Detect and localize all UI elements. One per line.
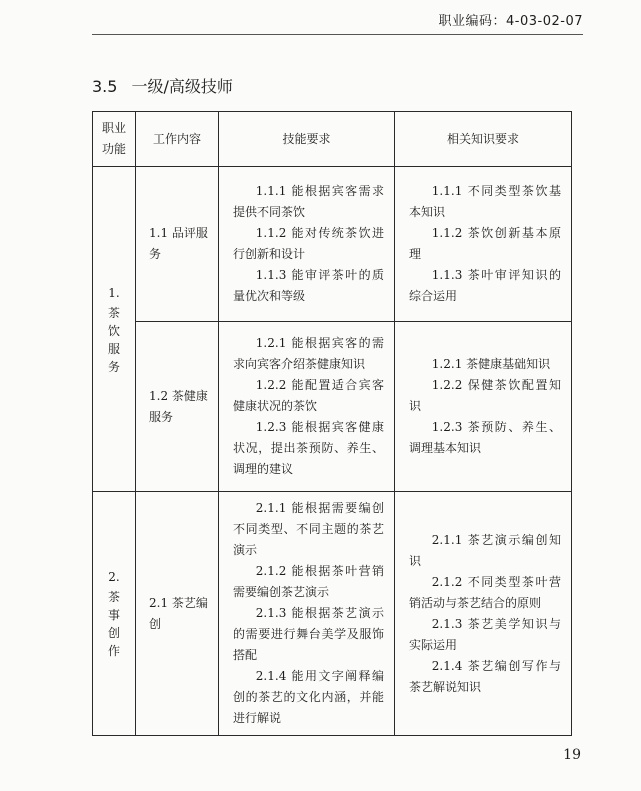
- skill-item: 1.2.3 能根据宾客健康状况，提出茶预防、养生、调理的建议: [233, 420, 384, 476]
- knowledge-item: 2.1.2 不同类型茶叶营销活动与茶艺结合的原则: [409, 574, 561, 610]
- header-skill-requirements: 技能要求: [219, 112, 395, 167]
- function-cell: [93, 492, 136, 736]
- skill-cell: [219, 167, 395, 322]
- header-work-content: 工作内容: [136, 112, 219, 167]
- work-content-cell: 1.2 茶健康服务: [136, 322, 219, 492]
- knowledge-item: 1.2.3 茶预防、养生、调理基本知识: [409, 420, 561, 455]
- knowledge-item: 2.1.4 茶艺编创写作与茶艺解说知识: [409, 658, 561, 694]
- skill-item: 1.1.1 能根据宾客需求提供不同茶饮: [233, 184, 384, 219]
- function-number: 2.: [108, 570, 120, 584]
- skills-table: [92, 111, 572, 736]
- skill-cell: [219, 492, 395, 736]
- skill-item: 2.1.3 能根据茶艺演示的需要进行舞台美学及服饰搭配: [233, 606, 384, 662]
- skill-item: 2.1.4 能用文字阐释编创的茶艺的文化内涵，并能进行解说: [233, 669, 384, 725]
- skill-item: 1.1.3 能审评茶叶的质量优次和等级: [233, 268, 384, 303]
- work-content-cell: 1.1 品评服务: [136, 167, 219, 322]
- knowledge-item: 1.2.1 茶健康基础知识: [431, 357, 551, 371]
- page-number: 19: [563, 747, 581, 763]
- table-header-row: [93, 112, 572, 167]
- skill-item: 2.1.2 能根据茶叶营销需要编创茶艺演示: [233, 564, 384, 599]
- function-number: 1.: [108, 285, 120, 300]
- skill-cell: [219, 322, 395, 492]
- table-row: [93, 167, 572, 322]
- work-content-cell: 2.1 茶艺编创: [136, 492, 219, 736]
- skill-item: 2.1.1 能根据需要编创不同类型、不同主题的茶艺演示: [233, 501, 384, 557]
- function-label: 茶饮服务: [108, 305, 121, 374]
- header-function: 职业 功能: [93, 112, 136, 167]
- knowledge-cell: [395, 492, 572, 736]
- function-label: 茶事创作: [108, 590, 121, 658]
- knowledge-item: 2.1.1 茶艺演示编创知识: [409, 532, 561, 568]
- table-row: [93, 322, 572, 492]
- header-knowledge-requirements: 相关知识要求: [395, 112, 572, 167]
- skill-item: 1.2.2 能配置适合宾客健康状况的茶饮: [233, 378, 384, 413]
- table-row: [93, 492, 572, 736]
- knowledge-item: 1.2.2 保健茶饮配置知识: [409, 378, 561, 413]
- section-title-text: 一级/高级技师: [131, 77, 233, 96]
- skill-item: 1.1.2 能对传统茶饮进行创新和设计: [233, 226, 384, 261]
- header-divider: [92, 34, 583, 35]
- section-title: [92, 74, 233, 97]
- occupation-code: 职业编码：4-03-02-07: [438, 14, 583, 29]
- knowledge-item: 2.1.3 茶艺美学知识与实际运用: [409, 616, 561, 652]
- knowledge-item: 1.1.3 茶叶审评知识的综合运用: [409, 268, 561, 303]
- knowledge-item: 1.1.1 不同类型茶饮基本知识: [409, 184, 561, 219]
- section-number: 3.5: [92, 77, 118, 96]
- skill-item: 1.2.1 能根据宾客的需求向宾客介绍茶健康知识: [233, 336, 384, 371]
- function-cell: [93, 167, 136, 492]
- knowledge-cell: [395, 322, 572, 492]
- knowledge-cell: [395, 167, 572, 322]
- knowledge-item: 1.1.2 茶饮创新基本原理: [409, 226, 561, 261]
